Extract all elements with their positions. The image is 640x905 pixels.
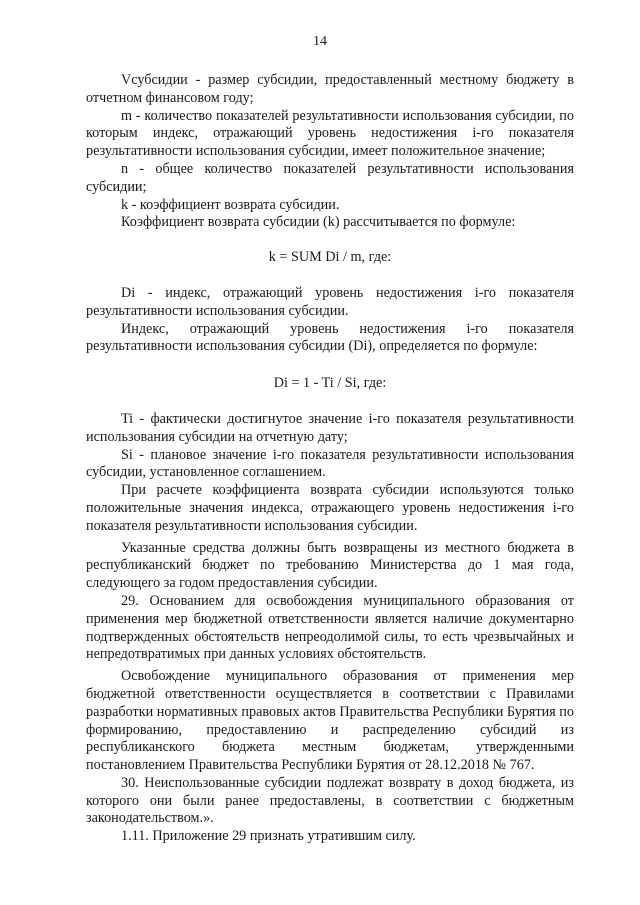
paragraph-k-definition: k - коэффициент возврата субсидии. (121, 196, 340, 213)
paragraph-si-definition: Si - плановое значение i-го показателя результативности использования субсидии, установленное соглашением. (86, 446, 574, 481)
paragraph-di-formula-intro: Индекс, отражающий уровень недостижения i-го показателя результативности использования субсидии (Di), определяется по формуле: (86, 320, 574, 355)
formula-di: Di = 1 - Ti / Si, где: (273, 375, 387, 392)
page-number: 14 (313, 34, 327, 49)
paragraph-positive-index-rule: При расчете коэффициента возврата субсидии используются только положительные значения индекса, отражающего уровень недостижения i-го показателя результативности использования субсидии. (86, 482, 574, 534)
document-body (86, 72, 574, 846)
paragraph-clause-1-11: 1.11. Приложение 29 признать утратившим силу. (121, 828, 416, 845)
paragraph-return-deadline: Указанные средства должны быть возвращены из местного бюджета в республиканский бюджет по требованию Министерства до 1 мая года, следующего за годом предоставления субсидии. (86, 539, 574, 592)
paragraph-k-formula-intro: Коэффициент возврата субсидии (k) рассчитывается по формуле: (121, 214, 516, 231)
formula-k: k = SUM Di / m, где: (268, 249, 392, 266)
paragraph-v-subsidy-definition: Vсубсидии - размер субсидии, предоставленный местному бюджету в отчетном финансовом году; (86, 72, 574, 106)
paragraph-m-definition: m - количество показателей результативности использования субсидии, по которым индекс, отражающий уровень недостижения i-го показателя результативности использования субсидии, имеет положительное значение; (86, 107, 574, 160)
paragraph-n-definition: n - общее количество показателей результативности использования субсидии; (86, 160, 574, 195)
paragraph-di-definition: Di - индекс, отражающий уровень недостижения i-го показателя результативности использования субсидии. (86, 284, 574, 319)
paragraph-ti-definition: Ti - фактически достигнутое значение i-го показателя результативности использования субсидии на отчетную дату; (86, 410, 574, 445)
paragraph-clause-30: 30. Неиспользованные субсидии подлежат возврату в доход бюджета, из которого они были ранее предоставлены, в соответствии с бюджетным законодательством.». (86, 774, 574, 827)
paragraph-clause-29: 29. Основанием для освобождения муниципального образования от применения мер бюджетной ответственности является наличие документарно подтвержденных обстоятельств непреодолимой силы, то есть чрезвычайных и непредотвратимых при данных условиях обстоятельств. (86, 592, 574, 663)
paragraph-exemption-rules: Освобождение муниципального образования от применения мер бюджетной ответственности осуществляется в соответствии с Правилами разработки нормативных правовых актов Правительства Республики Бурятия по формированию, предоставлению и распределению субсидий из республиканского бюджета местным бюджетам, утвержденными постановлением Правительства Республики Бурятия от 28.12.2018 № 767. (86, 668, 574, 774)
